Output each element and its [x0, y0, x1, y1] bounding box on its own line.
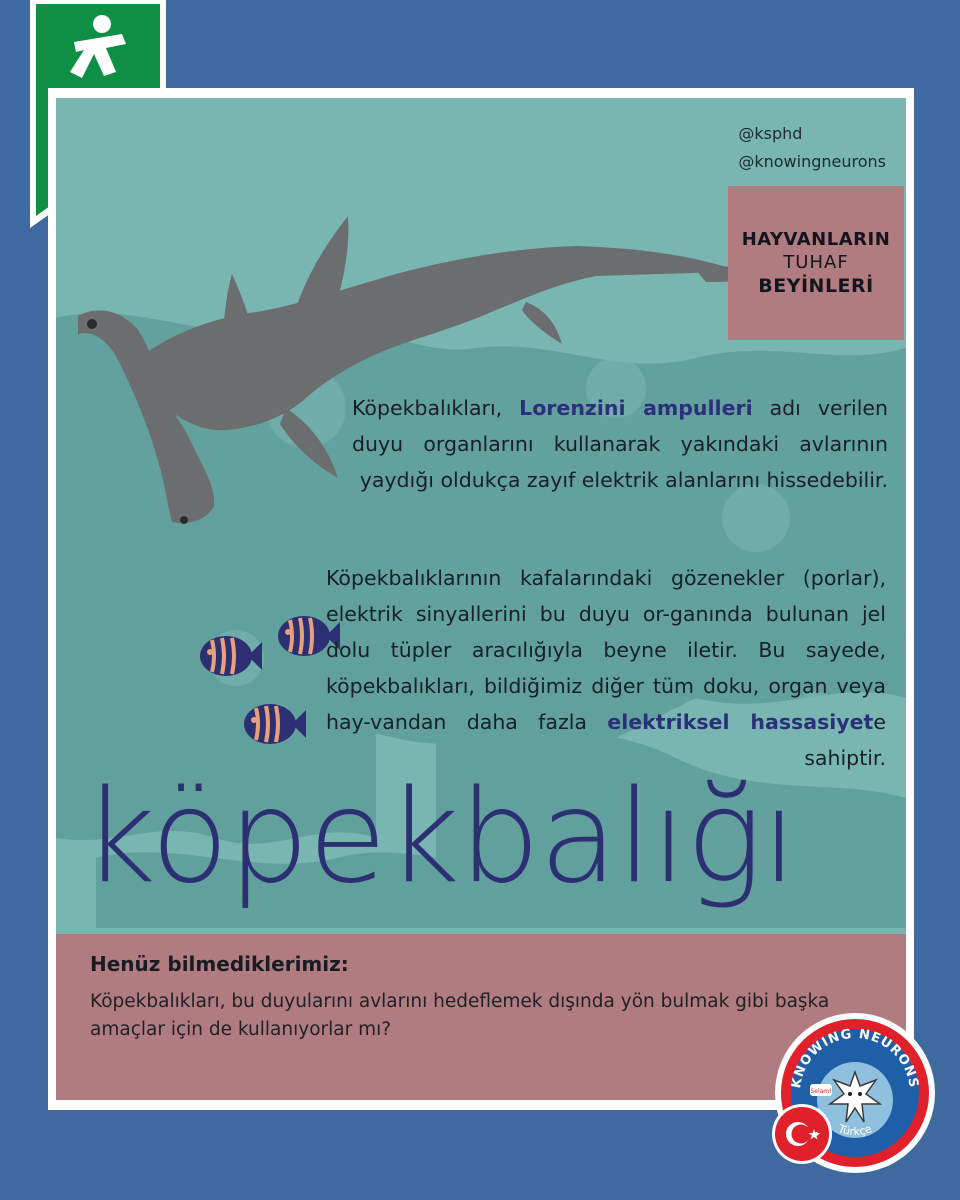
animal-name-heading: köpekbalığı [82, 763, 797, 912]
series-title-box [728, 186, 904, 340]
paragraph-lorenzini [352, 390, 888, 498]
paragraph2-text-before: Köpekbalıklarının kafalarındaki gözenekler (porlar), elektrik sinyallerini bu duyu or-ganında bulunan jel dolu tüpler aracılığıyla beyne iletir. Bu sayede, köpekbalıkları, bildiğimiz diğer tüm doku, organ veya hay-vandan daha fazla [326, 566, 886, 734]
handle-knowingneurons: @knowingneurons [738, 152, 886, 171]
series-title-line3: BEYİNLERİ [758, 275, 874, 297]
unknown-question: Köpekbalıkları, bu duyularını avlarını hedeflemek dışında yön bulmak gibi başka amaçlar için de kullanıyorlar mı? [90, 991, 830, 1040]
badge-ring-text: KNOWING NEURONS [789, 1026, 921, 1090]
series-title-line2: TUHAF [783, 252, 849, 273]
unknown-title: Henüz bilmediklerimiz: [90, 952, 349, 976]
badge-bottom-text: Türkçe [836, 1122, 874, 1139]
content-frame [48, 88, 914, 1110]
badge-speech-text: Selam! [810, 1088, 832, 1095]
paragraph1-text-before: Köpekbalıkları, [352, 396, 520, 420]
paragraph1-text-after: adı verilen duyu organlarını kullanarak yakındaki avlarının yaydığı oldukça zayıf elektrik alanlarını hissedebilir. [352, 396, 888, 492]
content-panel [56, 98, 906, 1100]
handle-ksphd: @ksphd [738, 124, 803, 143]
paragraph2-text-after: e sahiptir. [804, 710, 886, 770]
paragraph2-highlight: elektriksel hassasiyet [607, 710, 874, 734]
turkish-flag-icon [770, 1102, 834, 1166]
social-handles [738, 120, 886, 176]
series-title-line1: HAYVANLARIN [741, 229, 891, 250]
paragraph-pores [326, 560, 886, 776]
paragraph1-highlight: Lorenzini ampulleri [519, 396, 753, 420]
